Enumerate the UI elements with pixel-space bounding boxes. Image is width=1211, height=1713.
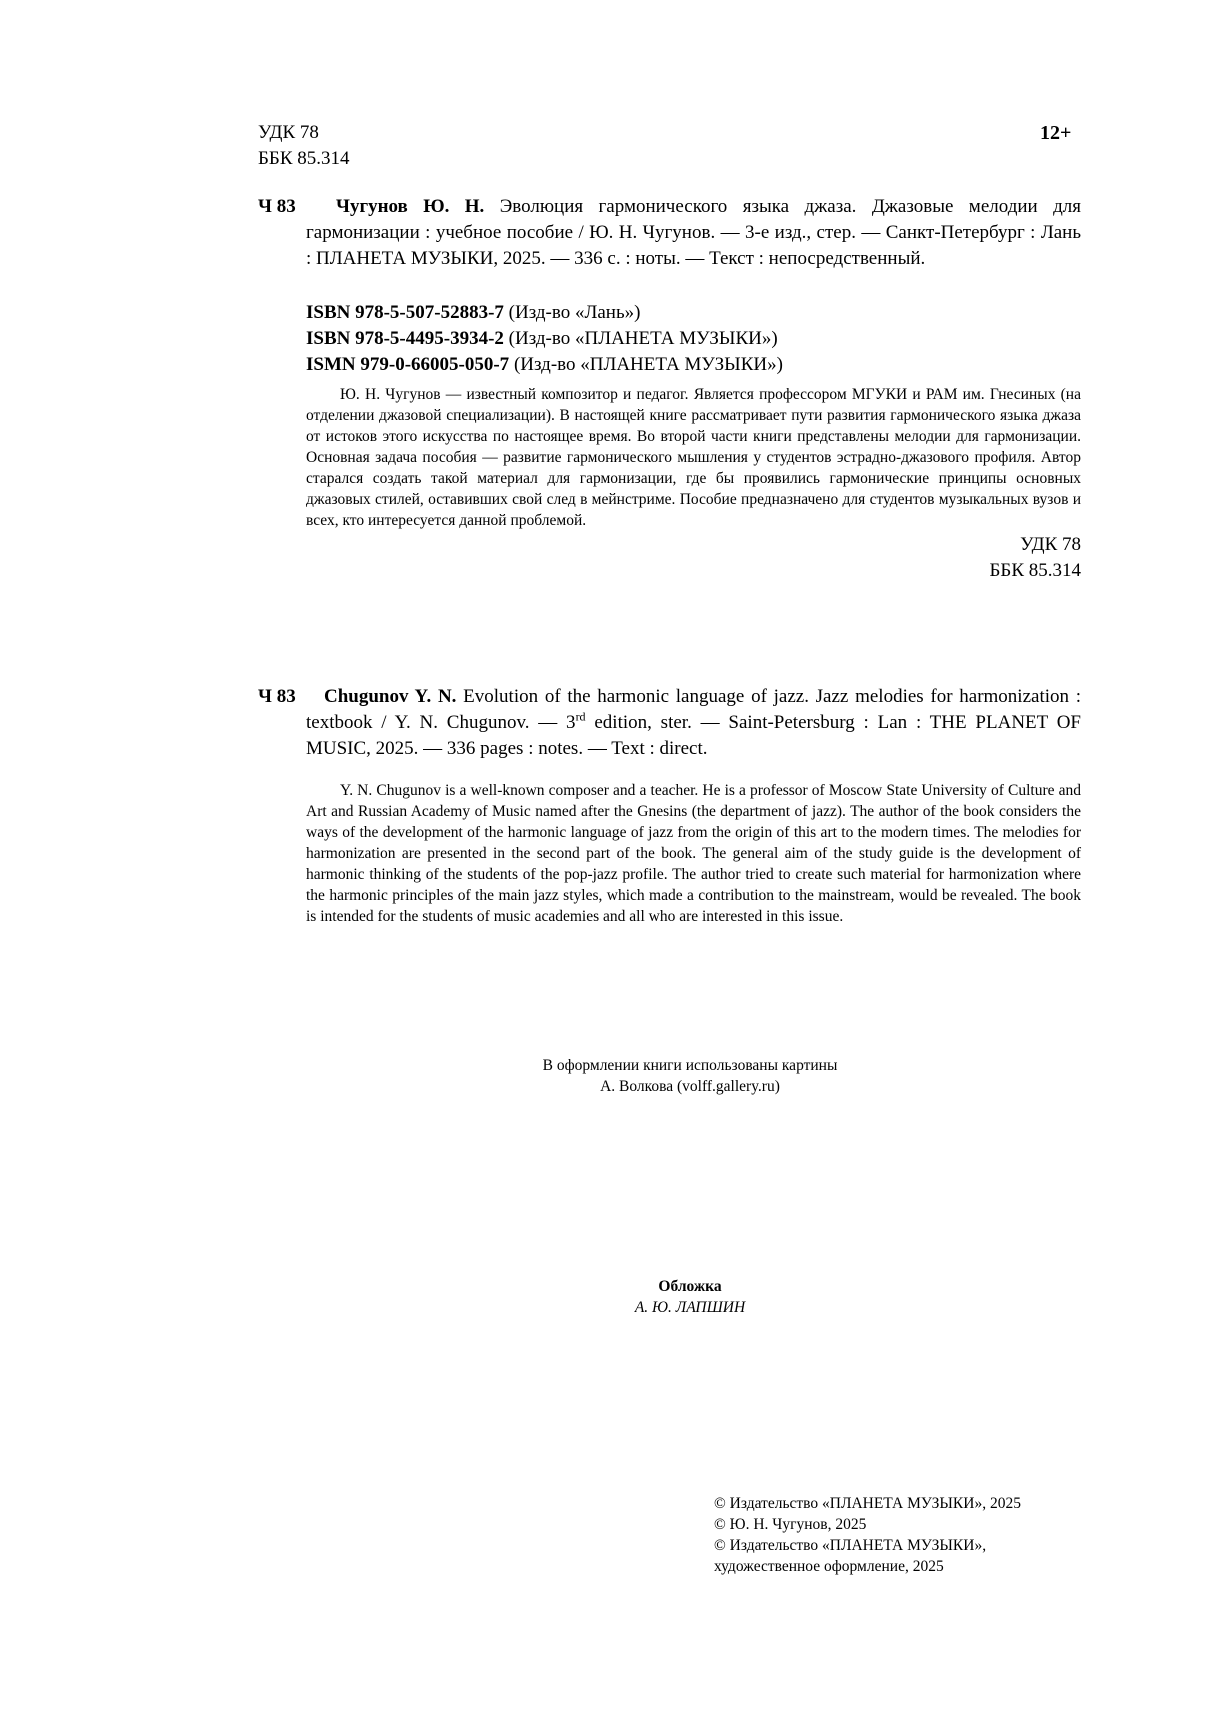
isbn-number: ISBN 978-5-4495-3934-2 [306,328,504,349]
author-name-ru: Чугунов Ю. Н. [336,196,485,217]
udk-code: УДК 78 [258,122,319,143]
ismn-publisher: (Изд-во «ПЛАНЕТА МУЗЫКИ») [513,354,783,375]
copyright-block [714,1493,1114,1577]
copyright-line: © Издательство «ПЛАНЕТА МУЗЫКИ», 2025 [714,1495,1021,1512]
abstract-ru: Ю. Н. Чугунов — известный композитор и педагог. Является профессором МГУКИ и РАМ им. Гнесиных (на отделении джазовой специализации). В настоящей книге рассматривает пути развития гармонического языка джаза от истоков этого искусства по настоящее время. Во второй части книги представлены мелодии для гармонизации. Основная задача пособия — развитие гармонического мышления у студентов эстрадно-джазового профиля. Автор старался создать такой материал для гармонизации, где бы проявились гармонические принципы основных джазовых стилей, оставивших свой след в мейнстриме. Пособие предназначено для студентов музыкальных вузов и всех, кто интересуется данной проблемой. [306,386,1081,529]
cover-credit [530,1276,850,1318]
entry-text-en-continued: edition, ster. — Saint-Petersburg : Lan : THE PLANET OF MUSIC, 2025. — 336 pages : notes. — Text : direct. [306,712,1081,759]
isbn-publisher: (Изд-во «ПЛАНЕТА МУЗЫКИ») [508,328,778,349]
ordinal-suffix: rd [575,709,586,724]
udk-code: УДК 78 [1020,534,1081,555]
copyright-line: © Издательство «ПЛАНЕТА МУЗЫКИ», [714,1537,987,1554]
author-mark-ru: Ч 83 [258,196,296,217]
isbn-line [306,300,783,326]
illustration-credit-line: В оформлении книги использованы картины [542,1057,838,1074]
cover-credit-label: Обложка [658,1278,722,1295]
isbn-number: ISBN 978-5-507-52883-7 [306,302,504,323]
ismn-line [306,352,783,378]
classification-header [258,120,350,172]
isbn-publisher: (Изд-во «Лань») [508,302,641,323]
author-mark-en: Ч 83 [258,686,296,707]
bbk-code: ББК 85.314 [989,560,1081,581]
entry-text-ru: Эволюция гармонического языка джаза. Джазовые мелодии для гармонизации : учебное пособие / Ю. Н. Чугунов. — 3-е изд., стер. — Санкт-Петербург : Лань : ПЛАНЕТА МУЗЫКИ, 2025. — 336 с. : ноты. — Текст : непосредственный. [306,196,1081,269]
abstract-en: Y. N. Chugunov is a well-known composer and a teacher. He is a professor of Moscow State University of Culture and Art and Russian Academy of Music named after the Gnesins (the department of jazz). The author of the book considers the ways of the development of the harmonic language of jazz from the origin of this art to the modern times. The melodies for harmonization are presented in the second part of the book. The general aim of the study guide is the development of harmonic thinking of the students of the pop-jazz profile. The author tried to create such material for harmonization where the harmonic principles of the main jazz styles, which made a contribution to the mainstream, would be revealed. The book is intended for the students of music academies and all who are interested in this issue. [306,782,1081,925]
bibliographic-entry-ru [306,194,1081,272]
age-rating-badge: 12+ [1040,122,1072,144]
isbn-list [306,300,783,378]
illustration-credit-artist: А. Волкова (volff.gallery.ru) [600,1078,780,1095]
author-name-en: Chugunov Y. N. [324,686,457,707]
bbk-code: ББК 85.314 [258,148,350,169]
copyright-line: художественное оформление, 2025 [714,1558,944,1575]
classification-footer [900,532,1081,584]
copyright-line: © Ю. Н. Чугунов, 2025 [714,1516,867,1533]
entry-text-en: Evolution of the harmonic language of jazz. Jazz melodies for harmonization : textbook / Y. N. Chugunov. — 3 [306,686,1082,733]
ismn-number: ISMN 979-0-66005-050-7 [306,354,510,375]
cover-designer-name: А. Ю. ЛАПШИН [634,1299,746,1316]
isbn-line [306,326,783,352]
illustration-credit [430,1055,950,1097]
bibliographic-entry-en [306,684,1081,762]
